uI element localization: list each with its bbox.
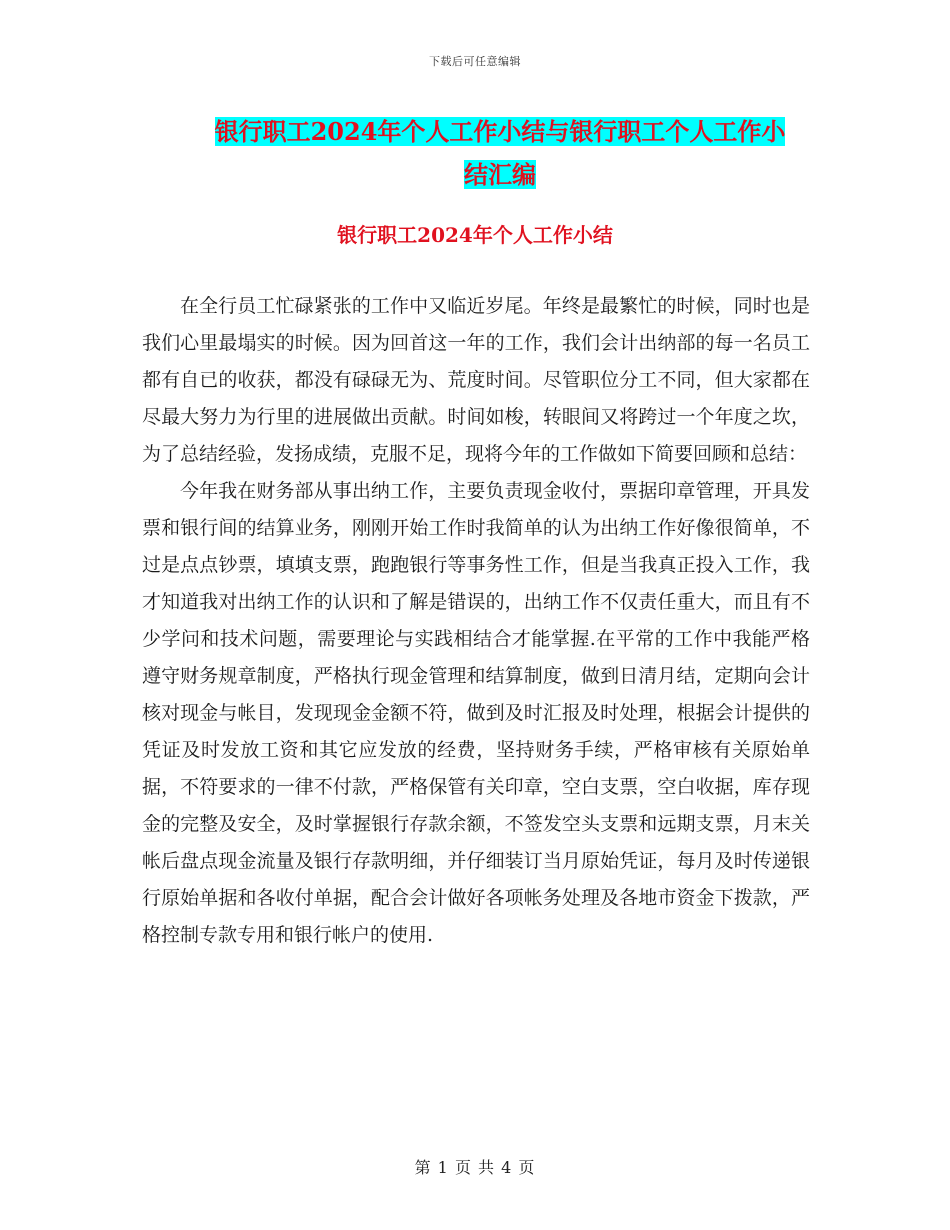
document-title-line-1: 银行职工2024年个人工作小结与银行职工个人工作小 bbox=[214, 117, 786, 146]
document-title bbox=[140, 110, 860, 196]
page-header-note: 下载后可任意编辑 bbox=[429, 55, 521, 68]
body-paragraph-2: 今年我在财务部从事出纳工作，主要负责现金收付，票据印章管理，开具发票和银行间的结算业务，刚刚开始工作时我简单的认为出纳工作好像很简单，不过是点点钞票，填填支票，跑跑银行等事务性工作，但是当我真正投入工作，我才知道我对出纳工作的认识和了解是错误的，出纳工作不仅责任重大，而且有不少学问和技术问题，需要理论与实践相结合才能掌握.在平常的工作中我能严格遵守财务规章制度，严格执行现金管理和结算制度，做到日清月结，定期向会计核对现金与帐目，发现现金金额不符，做到及时汇报及时处理，根据会计提供的凭证及时发放工资和其它应发放的经费，坚持财务手续，严格审核有关原始单据，不符要求的一律不付款，严格保管有关印章，空白支票，空白收据，库存现金的完整及安全，及时掌握银行存款余额，不签发空头支票和远期支票，月末关帐后盘点现金流量及银行存款明细，并仔细装订当月原始凭证，每月及时传递银行原始单据和各收付单据，配合会计做好各项帐务处理及各地市资金下拨款，严格控制专款专用和银行帐户的使用. bbox=[142, 480, 810, 946]
document-title-line-2: 结汇编 bbox=[464, 160, 536, 189]
page-number-footer: 第 1 页 共 4 页 bbox=[414, 1158, 536, 1177]
body-paragraph-1: 在全行员工忙碌紧张的工作中又临近岁尾。年终是最繁忙的时候，同时也是我们心里最塌实的时候。因为回首这一年的工作，我们会计出纳部的每一名员工都有自已的收获，都没有碌碌无为、荒度时间。尽管职位分工不同，但大家都在尽最大努力为行里的进展做出贡献。时间如梭，转眼间又将跨过一个年度之坎，为了总结经验，发扬成绩，克服不足，现将今年的工作做如下简要回顾和总结： bbox=[142, 295, 810, 465]
document-body bbox=[142, 288, 810, 954]
section-title: 银行职工2024年个人工作小结 bbox=[337, 223, 613, 247]
